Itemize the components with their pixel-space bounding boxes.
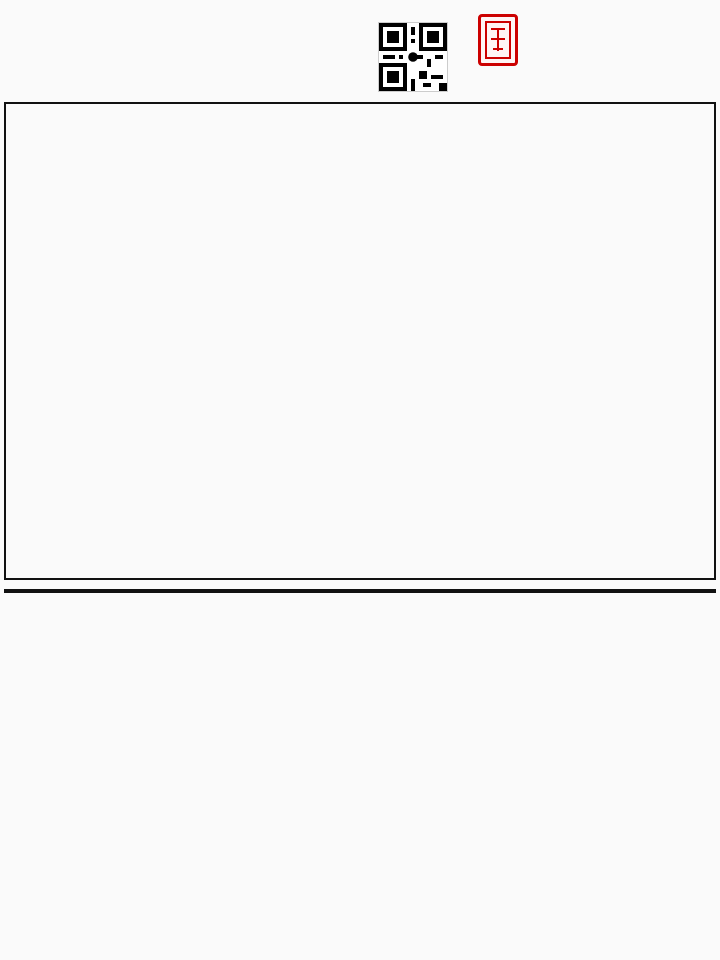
phone-email-line [12, 76, 372, 93]
contact-line [12, 42, 372, 59]
year-table [4, 589, 716, 593]
address-line [12, 59, 372, 76]
header-info [12, 8, 372, 93]
chart-board [4, 102, 716, 580]
qr-code-icon[interactable] [378, 22, 448, 92]
seal-stamp-icon [478, 14, 518, 66]
